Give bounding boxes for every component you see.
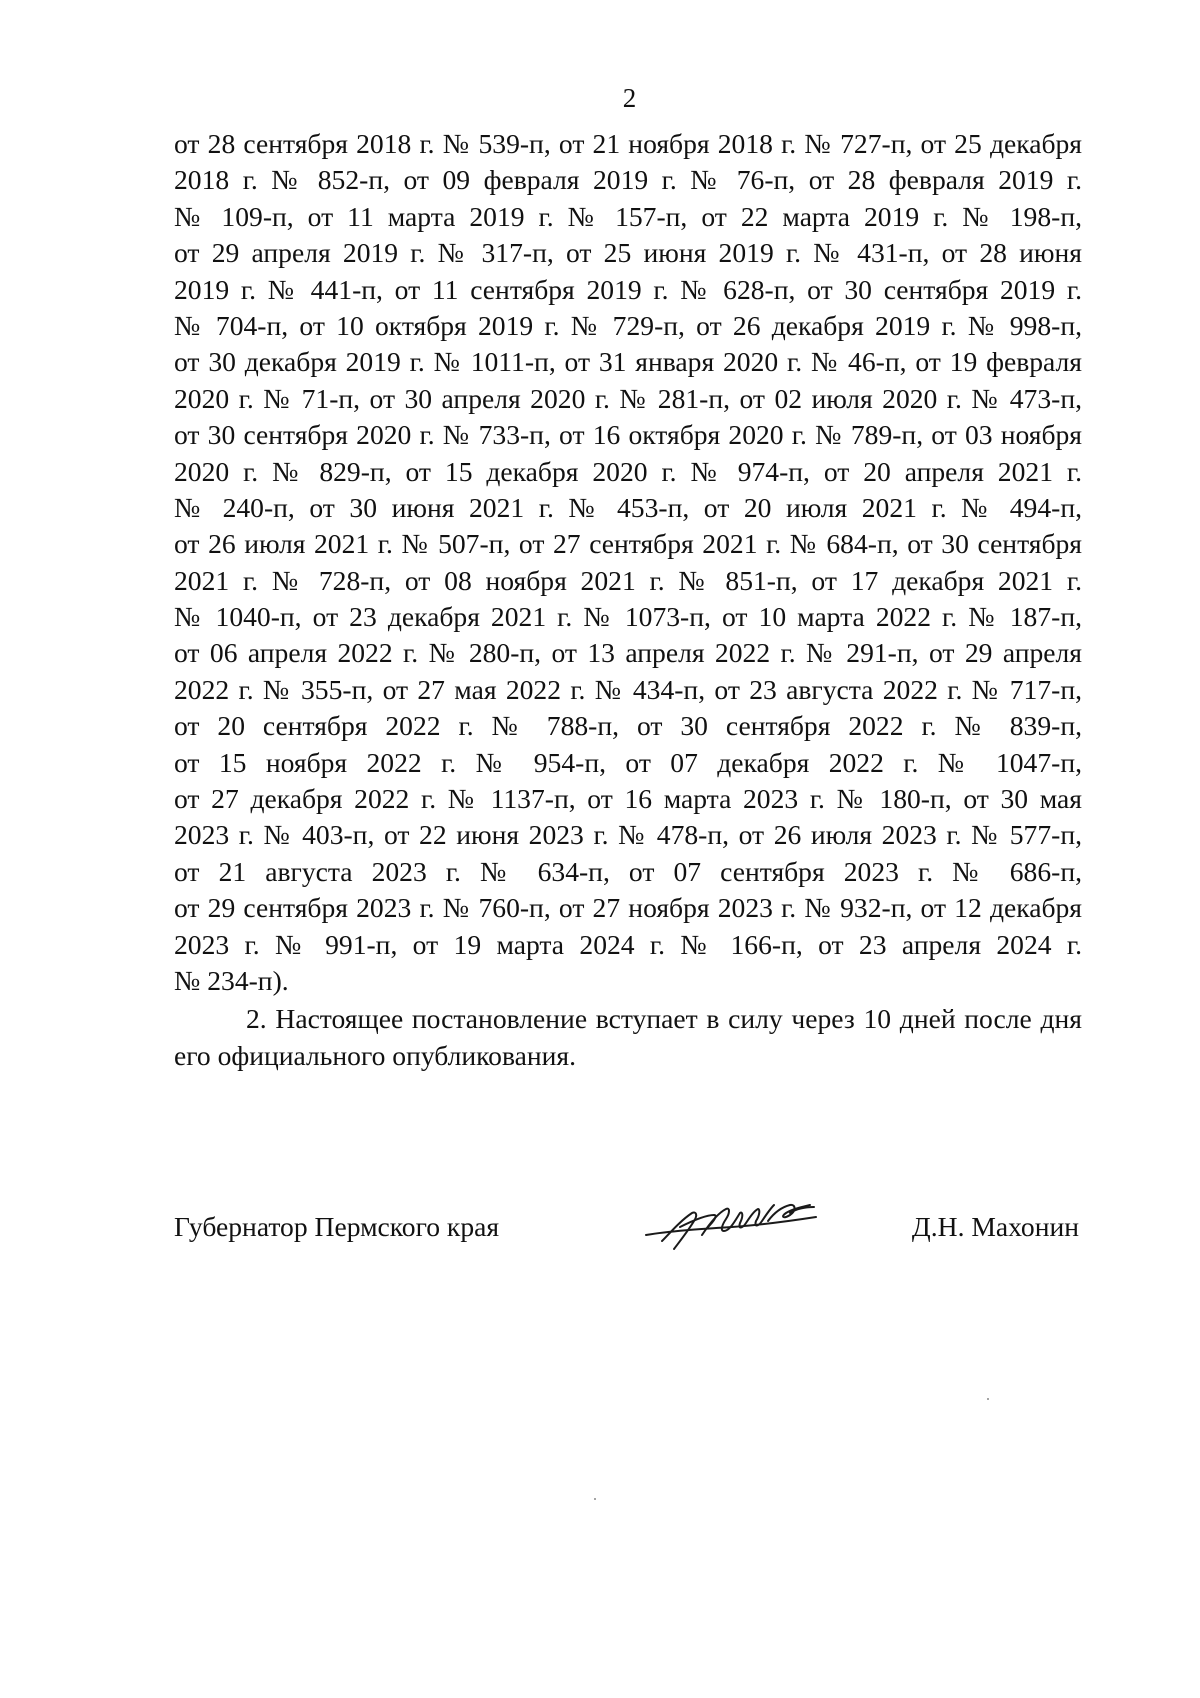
- signature-block: [174, 1205, 1082, 1275]
- text-line: № 1040-п, от 23 декабря 2021 г. № 1073-п, от 10 марта 2022 г. № 187-п,: [174, 601, 1082, 633]
- handwritten-signature: [640, 1191, 820, 1261]
- text-line: от 27 декабря 2022 г. № 1137-п, от 16 марта 2023 г. № 180-п, от 30 мая: [174, 783, 1082, 815]
- text-line: 2020 г. № 71-п, от 30 апреля 2020 г. № 281-п, от 02 июля 2020 г. № 473-п,: [174, 382, 1082, 414]
- signatory-position: Губернатор Пермского края: [174, 1211, 500, 1242]
- page-number: 2: [622, 83, 637, 113]
- paragraph-2: [174, 1001, 1082, 1074]
- scan-speck: [594, 1498, 596, 1500]
- text-line: от 06 апреля 2022 г. № 280-п, от 13 апреля 2022 г. № 291-п, от 29 апреля: [174, 637, 1082, 669]
- text-line: № 109-п, от 11 марта 2019 г. № 157-п, от 22 марта 2019 г. № 198-п,: [174, 200, 1082, 232]
- text-line: № 240-п, от 30 июня 2021 г. № 453-п, от 20 июля 2021 г. № 494-п,: [174, 491, 1082, 523]
- scan-speck: [987, 1398, 989, 1400]
- text-line: 2023 г. № 991-п, от 19 марта 2024 г. № 166-п, от 23 апреля 2024 г.: [174, 928, 1082, 960]
- text-line: 2. Настоящее постановление вступает в силу через 10 дней после дня: [246, 1003, 1082, 1035]
- signatory-name: Д.Н. Махонин: [911, 1211, 1079, 1242]
- text-line: от 20 сентября 2022 г. № 788-п, от 30 сентября 2022 г. № 839-п,: [174, 710, 1082, 742]
- document-body: [174, 126, 1082, 1074]
- text-line: № 704-п, от 10 октября 2019 г. № 729-п, от 26 декабря 2019 г. № 998-п,: [174, 309, 1082, 341]
- text-line: от 28 сентября 2018 г. № 539-п, от 21 ноября 2018 г. № 727-п, от 25 декабря: [174, 128, 1082, 159]
- text-line: от 26 июля 2021 г. № 507-п, от 27 сентября 2021 г. № 684-п, от 30 сентября: [174, 528, 1082, 560]
- text-line: 2023 г. № 403-п, от 22 июня 2023 г. № 478-п, от 26 июля 2023 г. № 577-п,: [174, 819, 1082, 851]
- text-line: от 30 декабря 2019 г. № 1011-п, от 31 января 2020 г. № 46-п, от 19 февраля: [174, 346, 1082, 378]
- text-line: 2019 г. № 441-п, от 11 сентября 2019 г. № 628-п, от 30 сентября 2019 г.: [174, 273, 1082, 305]
- text-line: от 29 сентября 2023 г. № 760-п, от 27 ноября 2023 г. № 932-п, от 12 декабря: [174, 892, 1082, 924]
- text-line: от 29 апреля 2019 г. № 317-п, от 25 июня 2019 г. № 431-п, от 28 июня: [174, 237, 1082, 269]
- text-line: 2021 г. № 728-п, от 08 ноября 2021 г. № 851-п, от 17 декабря 2021 г.: [174, 564, 1082, 596]
- paragraph-1: [174, 126, 1082, 999]
- text-line: от 15 ноября 2022 г. № 954-п, от 07 декабря 2022 г. № 1047-п,: [174, 746, 1082, 778]
- text-line: от 21 августа 2023 г. № 634-п, от 07 сентября 2023 г. № 686-п,: [174, 855, 1082, 887]
- text-line: № 234-п).: [174, 964, 289, 996]
- text-line: 2018 г. № 852-п, от 09 февраля 2019 г. № 76-п, от 28 февраля 2019 г.: [174, 164, 1082, 196]
- text-line: от 30 сентября 2020 г. № 733-п, от 16 октября 2020 г. № 789-п, от 03 ноября: [174, 419, 1082, 451]
- text-line: его официального опубликования.: [174, 1039, 577, 1071]
- text-line: 2020 г. № 829-п, от 15 декабря 2020 г. № 974-п, от 20 апреля 2021 г.: [174, 455, 1082, 487]
- text-line: 2022 г. № 355-п, от 27 мая 2022 г. № 434-п, от 23 августа 2022 г. № 717-п,: [174, 673, 1082, 705]
